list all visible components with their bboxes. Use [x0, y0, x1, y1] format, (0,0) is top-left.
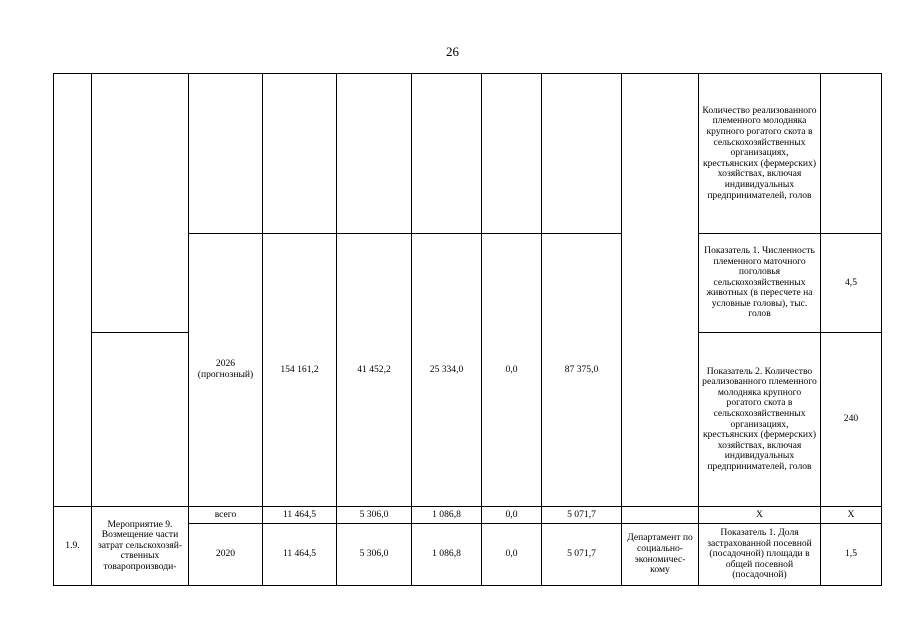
program-table [53, 73, 882, 586]
cell-local: 0,0 [482, 507, 542, 524]
cell-indicator: Показатель 1. Доля застрахованной посевной (посадочной) площади в общей посевной (посадочной) [699, 524, 821, 586]
cell-indicator: Показатель 2. Количество реализованного племенного молодняка крупного рогатого скота в сельскохозяйственных организациях, крестьянских (фермерских) хозяйствах, включая индивидуальных предпринимателей, голов [699, 333, 821, 507]
cell-year [189, 74, 263, 234]
cell-num [54, 74, 92, 507]
cell-other: 5 071,7 [542, 524, 622, 586]
cell-department: Департамент по социально-экономичес-кому [622, 524, 699, 586]
cell-local: 0,0 [482, 234, 542, 507]
table-row [54, 74, 882, 234]
cell-regional: 1 086,8 [412, 524, 482, 586]
cell-local: 0,0 [482, 524, 542, 586]
cell-num: 1.9. [54, 507, 92, 586]
cell-total [263, 74, 337, 234]
cell-total: 154 161,2 [263, 234, 337, 507]
cell-indicator: Х [699, 507, 821, 524]
cell-total: 11 464,5 [263, 524, 337, 586]
cell-measure [92, 74, 189, 333]
cell-regional: 25 334,0 [412, 234, 482, 507]
cell-value [821, 74, 882, 234]
cell-local [482, 74, 542, 234]
cell-measure [92, 333, 189, 507]
cell-year: всего [189, 507, 263, 524]
table-row [54, 507, 882, 524]
cell-value: Х [821, 507, 882, 524]
cell-indicator: Показатель 1. Численность племенного маточного поголовья сельскохозяйственных животных (в пересчете на условные головы), тыс. голов [699, 234, 821, 333]
cell-total: 11 464,5 [263, 507, 337, 524]
cell-other [542, 74, 622, 234]
cell-other: 5 071,7 [542, 507, 622, 524]
cell-regional: 1 086,8 [412, 507, 482, 524]
cell-federal: 41 452,2 [337, 234, 412, 507]
cell-indicator: Количество реализованного племенного молодняка крупного рогатого скота в сельскохозяйственных организациях, крестьянских (фермерских) хозяйствах, включая индивидуальных предпринимателей, голов [699, 74, 821, 234]
cell-federal: 5 306,0 [337, 524, 412, 586]
cell-value: 4,5 [821, 234, 882, 333]
cell-department [622, 507, 699, 524]
page-number: 26 [446, 44, 459, 59]
cell-federal: 5 306,0 [337, 507, 412, 524]
cell-year: 2020 [189, 524, 263, 586]
cell-value: 240 [821, 333, 882, 507]
cell-department [622, 74, 699, 507]
cell-other: 87 375,0 [542, 234, 622, 507]
cell-regional [412, 74, 482, 234]
cell-federal [337, 74, 412, 234]
cell-measure: Мероприятие 9. Возмещение части затрат сельскохозяй-ственных товаропроизводи- [92, 507, 189, 586]
cell-value: 1,5 [821, 524, 882, 586]
cell-year: 2026 (прогнозный) [189, 234, 263, 507]
